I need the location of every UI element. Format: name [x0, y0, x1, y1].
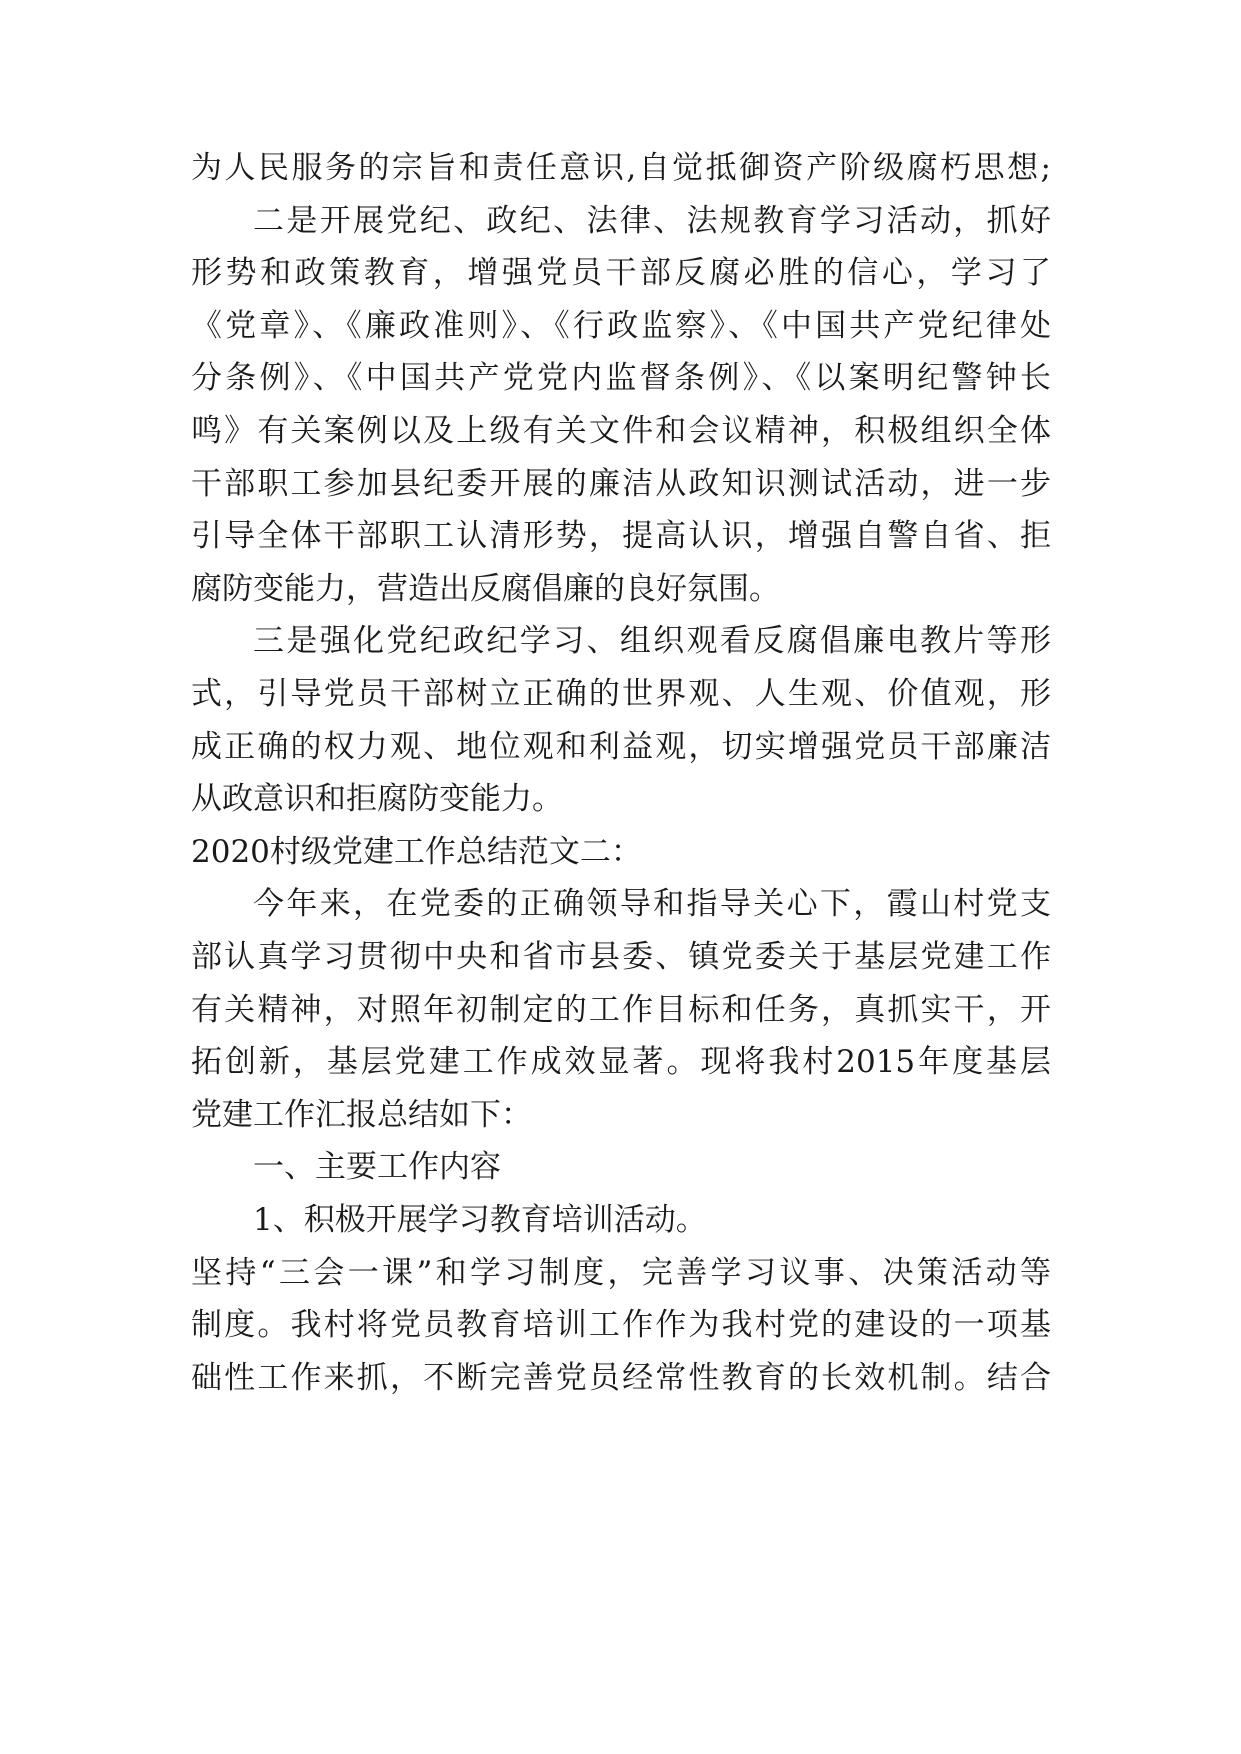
text-line: 础性工作来抓，不断完善党员经常性教育的长效机制。结合: [191, 1360, 1051, 1396]
text-line: 坚持“三会一课”和学习制度，完善学习议事、决策活动等: [191, 1255, 1051, 1291]
text-line: 部认真学习贯彻中央和省市县委、镇党委关于基层党建工作: [191, 939, 1051, 975]
text-line: 干部职工参加县纪委开展的廉洁从政知识测试活动，进一步: [191, 466, 1051, 502]
text-line: 腐防变能力，营造出反腐倡廉的良好氛围。: [191, 571, 780, 607]
text-line: 成正确的权力观、地位观和利益观，切实增强党员干部廉洁: [191, 729, 1051, 765]
text-line: 党建工作汇报总结如下：: [191, 1097, 532, 1133]
text-line: 三是强化党纪政纪学习、组织观看反腐倡廉电教片等形: [253, 623, 1051, 659]
text-line: 2020村级党建工作总结范文二：: [191, 834, 642, 870]
text-line: 制度。我村将党员教育培训工作作为我村党的建设的一项基: [191, 1307, 1051, 1343]
text-line: 拓创新，基层党建工作成效显著。现将我村2015年度基层: [191, 1044, 1051, 1080]
text-line: 式，引导党员干部树立正确的世界观、人生观、价值观，形: [191, 676, 1051, 712]
text-line: 有关精神，对照年初制定的工作目标和任务，真抓实干，开: [191, 992, 1051, 1028]
text-line: 为人民服务的宗旨和责任意识,自觉抵御资产阶级腐朽思想;: [191, 150, 1051, 186]
text-line: 1、积极开展学习教育培训活动。: [253, 1202, 707, 1238]
text-line: 形势和政策教育，增强党员干部反腐必胜的信心，学习了: [191, 255, 1051, 291]
text-line: 二是开展党纪、政纪、法律、法规教育学习活动，抓好: [253, 203, 1051, 239]
text-line: 今年来，在党委的正确领导和指导关心下，霞山村党支: [253, 886, 1051, 922]
text-line: 从政意识和拒腐防变能力。: [191, 781, 563, 817]
text-line: 鸣》有关案例以及上级有关文件和会议精神，积极组织全体: [191, 413, 1051, 449]
text-line: 引导全体干部职工认清形势，提高认识，增强自警自省、拒: [191, 518, 1051, 554]
text-line: 一、主要工作内容: [253, 1149, 501, 1185]
text-line: 分条例》、《中国共产党党内监督条例》、《以案明纪警钟长: [191, 360, 1051, 396]
text-line: 《党章》、《廉政准则》、《行政监察》、《中国共产党纪律处: [191, 308, 1051, 344]
